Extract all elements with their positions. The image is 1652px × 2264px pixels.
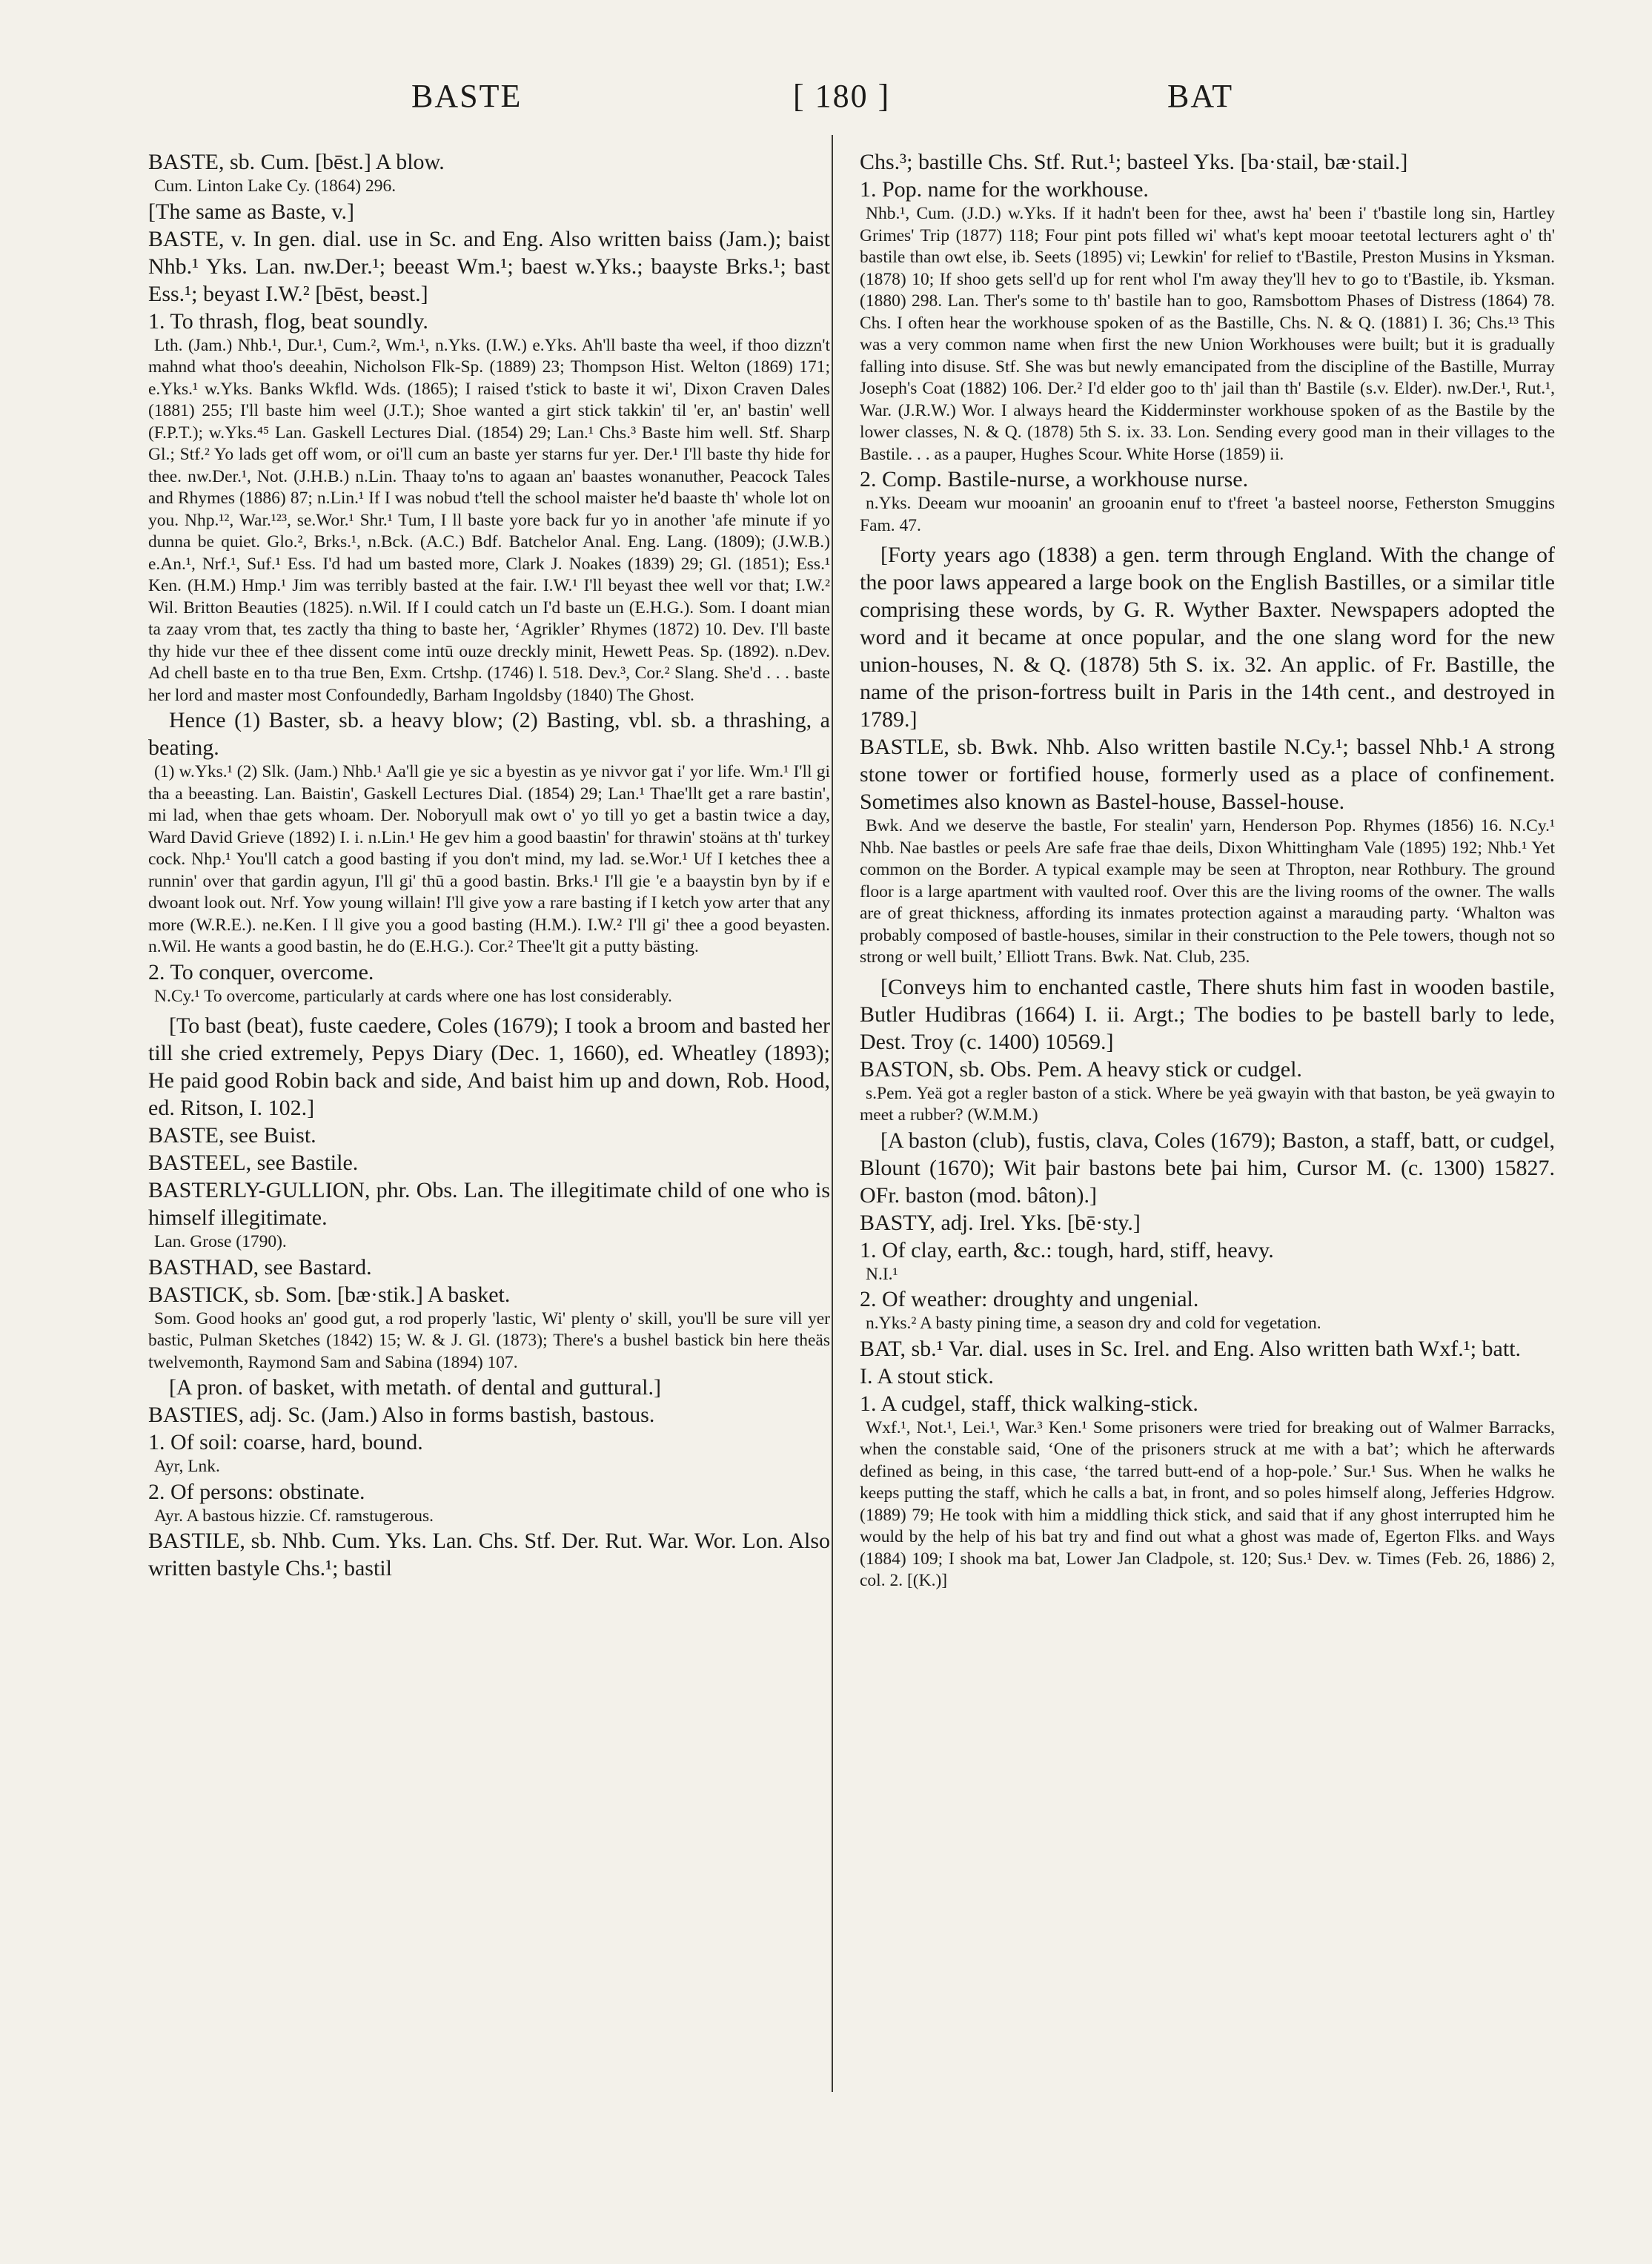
right-sense-definition: 1. Pop. name for the workhouse. xyxy=(860,177,1149,202)
left-sense-definition: 2. To conquer, overcome. xyxy=(148,959,374,984)
left-headword-entry: BASTERLY-GULLION, phr. Obs. Lan. The illegitimate child of one who is himself illegitimate. xyxy=(148,1178,830,1230)
left-citation-block: (1) w.Yks.¹ (2) Slk. (Jam.) Nhb.¹ Aa'll gie ye sic a byestin as ye nivvor gat i' yor life. Wm.¹ I'll gi tha a beeasting. Lan. Baistin', Gaskell Lectures Dial. (1854) 29; Lan.¹ Thae'llt get a rare bastin', mi lad, when thae gets whoam. Der. Noboryull mak owt o' yo till yo get a bastin twice a day, Ward David Grieve (1892) I. i. n.Lin.¹ He gev him a good baastin' for thrawin' stoäns at th' turkey cock. Nhp.¹ You'll catch a good basting if you don't mind, my lad. se.Wor.¹ Uf I ketches thee a runnin' over that gardin agyun, I'll gi' thū a good bastin. Brks.¹ I'll gie 'e a baaystin byn by if e dwoant look out. Nrf. Yow young willain! I'll give yow a rare basting if I ketch yow arter that any more (W.R.E.). ne.Ken. I ll give you a good basting (H.M.). I.W.² I'll gi' thee a good beyasten. n.Wil. He wants a good bastin, he do (E.H.G.). Cor.² Thee'lt git a putty bästing. xyxy=(148,762,830,956)
right-headword-entry: BAT, sb.¹ Var. dial. uses in Sc. Irel. and Eng. Also written bath Wxf.¹; batt. xyxy=(860,1336,1522,1361)
left-sense-definition: 1. Of soil: coarse, hard, bound. xyxy=(148,1430,423,1454)
left-entry-text: [To bast (beat), fuste caedere, Coles (1679); I took a broom and basted her till she cried extremely, Pepys Diary (Dec. 1, 1660), ed. Wheatley (1893); He paid good Robin back and side, And baist him up and down, Rob. Hood, ed. Ritson, I. 102.] xyxy=(148,1013,830,1120)
left-sense-definition: 2. Of persons: obstinate. xyxy=(148,1479,365,1504)
right-sense-definition: 2. Of weather: droughty and ungenial. xyxy=(860,1287,1199,1311)
right-citation-block: n.Yks.² A basty pining time, a season dry and cold for vegetation. xyxy=(866,1314,1321,1333)
header-left-guideword: BASTE xyxy=(411,78,523,114)
header-right-guideword: BAT xyxy=(1167,78,1234,114)
left-headword-entry: BASTE, see Buist. xyxy=(148,1123,316,1148)
left-sense-definition: 1. To thrash, flog, beat soundly. xyxy=(148,308,428,334)
left-citation-block: Som. Good hooks an' good gut, a rod properly 'lastic, Wi' plenty o' skill, you'll be sure vill yer bastic, Pulman Sketches (1842) 15; W. & J. Gl. (1873); There's a bushel bastick bin here theäs twelvemonth, Raymond Sam and Sabina (1894) 107. xyxy=(148,1308,830,1372)
right-headword-entry: BASTLE, sb. Bwk. Nhb. Also written bastile N.Cy.¹; bassel Nhb.¹ A strong stone tower or fortified house, formerly used as a place of confinement. Sometimes also known as Bastel-house, Bassel-house. xyxy=(860,735,1555,814)
right-citation-block: s.Pem. Yeä got a regler baston of a stick. Where be yeä gwayin with that baston, be yeä gwayin to meet a rubber? (W.M.M.) xyxy=(860,1083,1555,1125)
page-number: [ 180 ] xyxy=(793,78,891,114)
left-headword-entry: BASTEEL, see Bastile. xyxy=(148,1151,359,1175)
left-citation-block: N.Cy.¹ To overcome, particularly at cards where one has lost considerably. xyxy=(154,986,672,1006)
left-citation-block: Ayr. A bastous hizzie. Cf. ramstugerous. xyxy=(154,1506,434,1526)
left-headword-entry: BASTICK, sb. Som. [bæ·stik.] A basket. xyxy=(148,1282,511,1307)
left-citation-block: Ayr, Lnk. xyxy=(154,1457,220,1476)
left-citation-block: Lth. (Jam.) Nhb.¹, Dur.¹, Cum.², Wm.¹, n.Yks. (I.W.) e.Yks. Ah'll baste tha weel, if thoo dizzn't mahnd what thoo's deeahin, Nicholson Flk-Sp. (1889) 23; Thompson Hist. Welton (1869) 171; e.Yks.¹ w.Yks. Banks Wkfld. Wds. (1865); I raised t'stick to baste it wi', Dixon Craven Dales (1881) 255; I'll baste him weel (J.T.); Shoe wanted a girt stick takkin' til 'er, an' bastin' well (F.P.T.); w.Yks.⁴⁵ Lan. Gaskell Lectures Dial. (1854) 29; Lan.¹ Chs.³ Baste him well. Stf. Sharp Gl.; Stf.² Yo lads get off wom, or oi'll cum an baste yer starns fur yer. Der.¹ I'll baste thy hide for thee. nw.Der.¹, Not. (J.H.B.) n.Lin. Thaay to'ns to agaan an' baastes wonanuther, Peacock Tales and Rhymes (1886) 87; n.Lin.¹ If I was nobud t'tell the school maister he'd baaste th' whole lot on you. Nhp.¹², War.¹²³, se.Wor.¹ Shr.¹ Tum, I ll baste yore back fur yo in another 'afe minute if yo dunna be quiet. Glo.², Brks.¹, n.Bck. (A.C.) Bdf. Batchelor Anal. Eng. Lang. (1809); (J.W.B.) e.An.¹, Nrf.¹, Suf.¹ Ess. I'd had um basted more, Clark J. Noakes (1839) 29; Gl. (1851); Ess.¹ Ken. (H.M.) Hmp.¹ Jim was terribly basted at the fair. I.W.¹ I'll beyast thee well vor that; I.W.² Wil. Britton Beauties (1825). n.Wil. If I could catch un I'd baste un (E.H.G.). Som. I doant mian ta zaay vrom that, tes zactly tha thing to baste her, ‘Agrikler’ Rhymes (1872) 10. Dev. I'll baste thy hide vur thee ef thee dissent come intū ouze dreckly minit, Hewett Peas. Sp. (1892). n.Dev. Ad chell baste en to tha true Ben, Exm. Crtshp. (1746) l. 518. Dev.³, Cor.² Slang. She'd . . . baste her lord and master most Confoundedly, Barham Ingoldsby (1840) The Ghost. xyxy=(148,335,830,705)
right-sense-definition: 1. Of clay, earth, &c.: tough, hard, stiff, heavy. xyxy=(860,1237,1274,1262)
right-citation-block: Bwk. And we deserve the bastle, For stealin' yarn, Henderson Pop. Rhymes (1856) 16. N.Cy.¹ Nhb. Nae bastles or peels Are safe frae thae deils, Dixon Whittingham Vale (1895) 192; Nhb.¹ Yet common on the Border. A typical example may be seen at Thropton, near Rothbury. The ground floor is a large apartment with vaulted roof. Over this are the living rooms of the owner. The walls are of great thickness, affording its inmates protection against a marauding party. ‘Whalton was probably composed of bastle-houses, similar in their construction to the Pele towers, though not so strong or well built,’ Elliott Trans. Bwk. Nat. Club, 235. xyxy=(860,816,1555,967)
right-entry-text: [Forty years ago (1838) a gen. term through England. With the change of the poor laws appeared a large book on the English Bastilles, or a similar title comprising these words, by G. R. Wyther Baxter. Newspapers adopted the word and it became at once popular, and the one slang word for the new union-houses, N. & Q. (1878) 5th S. ix. 32. An applic. of Fr. Bastille, the name of the prison-fortress built in Paris in the 14th cent., and destroyed in 1789.] xyxy=(860,543,1555,732)
left-headword-entry: BASTIES, adj. Sc. (Jam.) Also in forms bastish, bastous. xyxy=(148,1403,655,1427)
right-sense-definition: 2. Comp. Bastile-nurse, a workhouse nurse. xyxy=(860,467,1249,491)
left-entry-text: [A pron. of basket, with metath. of dental and guttural.] xyxy=(169,1375,661,1400)
left-headword-entry: BASTE, v. In gen. dial. use in Sc. and Eng. Also written baiss (Jam.); baist Nhb.¹ Yks. Lan. nw.Der.¹; beeast Wm.¹; baest w.Yks.; baayste Brks.¹; bast Ess.¹; beyast I.W.² [bēst, beəst.] xyxy=(148,226,830,306)
left-column xyxy=(148,148,830,1582)
right-citation-block: Nhb.¹, Cum. (J.D.) w.Yks. If it hadn't been for thee, awst ha' been i' t'bastile long sin, Hartley Grimes' Trip (1877) 118; Four pint pots filled wi' what's kept mooar teetotal lecturers aght o' th' bastile than owt else, ib. Seets (1895) vi; Lewkin' for relief to t'Bastile, Preston Musins in Yksman. (1878) 10; If shoo gets sell'd up for rent whol I'm away they'll hev to go to t'Bastile, ib. Yksman. (1880) 298. Lan. Ther's some to th' bastile han to goo, Ramsbottom Phases of Distress (1864) 78. Chs. I often hear the workhouse spoken of as the Bastille, Chs. N. & Q. (1881) I. 36; Chs.¹³ This was a very common name when first the new Union Workhouses were built; but it is gradually falling into disuse. Stf. She was but newly emancipated from the discipline of the Bastille, Murray Joseph's Coat (1882) 106. Der.² I'd elder goo to th' jail than th' Bastile (s.v. Elder). nw.Der.¹, Rut.¹, War. (J.R.W.) Wor. I always heard the Kidderminster workhouse spoken of as the Bastile by the lower classes, N. & Q. (1878) 5th S. ix. 33. Lon. Sending every good man in their villages to the Bastile. . . as a pauper, Hughes Scour. White Horse (1859) ii. xyxy=(860,204,1555,464)
column-divider xyxy=(832,135,833,2092)
left-entry-text: [The same as Baste, v.] xyxy=(148,199,354,224)
running-header xyxy=(126,77,1527,129)
right-citation-block: N.I.¹ xyxy=(866,1264,898,1284)
right-entry-text: [A baston (club), fustis, clava, Coles (1679); Baston, a staff, batt, or cudgel, Blount (1670); Wit þair bastons bete þai him, Cursor M. (c. 1300) 15827. OFr. baston (mod. bâton).] xyxy=(860,1128,1555,1208)
right-column xyxy=(860,148,1555,1592)
right-entry-text: Chs.³; bastille Chs. Stf. Rut.¹; basteel Yks. [ba·stail, bæ·stail.] xyxy=(860,150,1408,174)
right-entry-text: [Conveys him to enchanted castle, There shuts him fast in wooden bastile, Butler Hudibras (1664) I. ii. Argt.; The bodies to þe bastell barly to lede, Dest. Troy (c. 1400) 10569.] xyxy=(860,974,1555,1054)
left-citation-block: Lan. Grose (1790). xyxy=(154,1232,287,1251)
left-entry-text: Hence (1) Baster, sb. a heavy blow; (2) Basting, vbl. sb. a thrashing, a beating. xyxy=(148,708,830,760)
left-headword-entry: BASTILE, sb. Nhb. Cum. Yks. Lan. Chs. Stf. Der. Rut. War. Wor. Lon. Also written bastyle Chs.¹; bastil xyxy=(148,1529,830,1581)
right-headword-entry: BASTON, sb. Obs. Pem. A heavy stick or cudgel. xyxy=(860,1056,1302,1082)
right-citation-block: Wxf.¹, Not.¹, Lei.¹, War.³ Ken.¹ Some prisoners were tried for breaking out of Walmer Barracks, when the constable said, ‘One of the prisoners struck at me with a bat’; which he afterwards defined as being, in this case, ‘the tarred butt-end of a hop-pole.’ Sur.¹ Sus. When he walks he keeps putting the staff, which he calls a bat, in front, and so poles himself along, Jefferies Hdgrow. (1889) 79; He took with him a middling thick stick, and said that if any ghost interrupted him he would by the help of his bat try and find out what a ghost was made of, Egerton Flks. and Ways (1884) 109; I shook ma bat, Lower Jan Cladpole, st. 120; Sus.¹ Dev. w. Times (Feb. 26, 1886) 2, col. 2. [(K.)] xyxy=(860,1417,1555,1590)
right-headword-entry: BASTY, adj. Irel. Yks. [bē·sty.] xyxy=(860,1210,1141,1235)
right-sense-definition: I. A stout stick. xyxy=(860,1363,994,1388)
left-headword-entry: BASTE, sb. Cum. [bēst.] A blow. xyxy=(148,150,445,174)
left-citation-block: Cum. Linton Lake Cy. (1864) 296. xyxy=(154,176,397,196)
left-headword-entry: BASTHAD, see Bastard. xyxy=(148,1254,372,1280)
right-sense-definition: 1. A cudgel, staff, thick walking-stick. xyxy=(860,1391,1198,1416)
right-citation-block: n.Yks. Deeam wur mooanin' an grooanin enuf to t'freet 'a basteel noorse, Fetherston Smuggins Fam. 47. xyxy=(860,494,1555,535)
